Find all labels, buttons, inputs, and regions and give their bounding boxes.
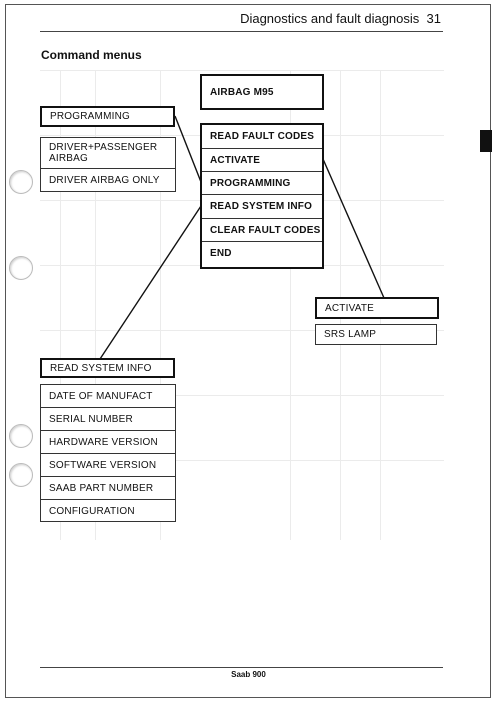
page-number: 31 [426,11,441,26]
menu-item-srs-lamp[interactable]: SRS LAMP [324,329,377,340]
section-title: Command menus [41,48,142,62]
connector-activate [323,159,384,298]
menu-item-end[interactable]: END [210,248,232,259]
main-menu [200,123,324,269]
menu-item-hardware-version[interactable]: HARDWARE VERSION [41,431,175,454]
footer-rule [40,667,443,668]
menu-item-read-fault-codes[interactable]: READ FAULT CODES [202,125,322,149]
connector-programming [175,116,201,182]
system-info-menu-title: READ SYSTEM INFO [50,362,152,374]
programming-menu [40,137,176,192]
menu-item-driver-passenger-airbag[interactable]: DRIVER+PASSENGER AIRBAG [41,138,175,169]
activate-menu-title: ACTIVATE [325,302,375,314]
programming-menu-title: PROGRAMMING [50,111,130,122]
menu-item-activate[interactable]: ACTIVATE [202,149,322,172]
header-title: Diagnostics and fault diagnosis [240,11,420,26]
menu-item-date-of-manufact[interactable]: DATE OF MANUFACT [41,385,175,408]
system-info-menu [40,384,176,522]
menu-item-read-system-info[interactable]: READ SYSTEM INFO [202,195,322,219]
activate-menu-title-box [315,297,439,319]
menu-item-serial-number[interactable]: SERIAL NUMBER [41,408,175,431]
connector-system-info [100,206,201,359]
menu-item-configuration[interactable]: CONFIGURATION [49,505,135,517]
programming-menu-title-box [40,106,175,127]
menu-item-software-version[interactable]: SOFTWARE VERSION [41,454,175,477]
menu-item-saab-part-number[interactable]: SAAB PART NUMBER [41,477,175,500]
system-info-menu-title-box [40,358,175,378]
menu-item-clear-fault-codes[interactable]: CLEAR FAULT CODES [202,219,322,242]
activate-menu [315,324,437,345]
main-menu-title-box [200,74,324,110]
menu-item-programming[interactable]: PROGRAMMING [202,172,322,195]
main-menu-title: AIRBAG M95 [210,86,274,98]
footer-text: Saab 900 [231,670,266,679]
menu-item-driver-airbag-only[interactable]: DRIVER AIRBAG ONLY [49,175,160,186]
